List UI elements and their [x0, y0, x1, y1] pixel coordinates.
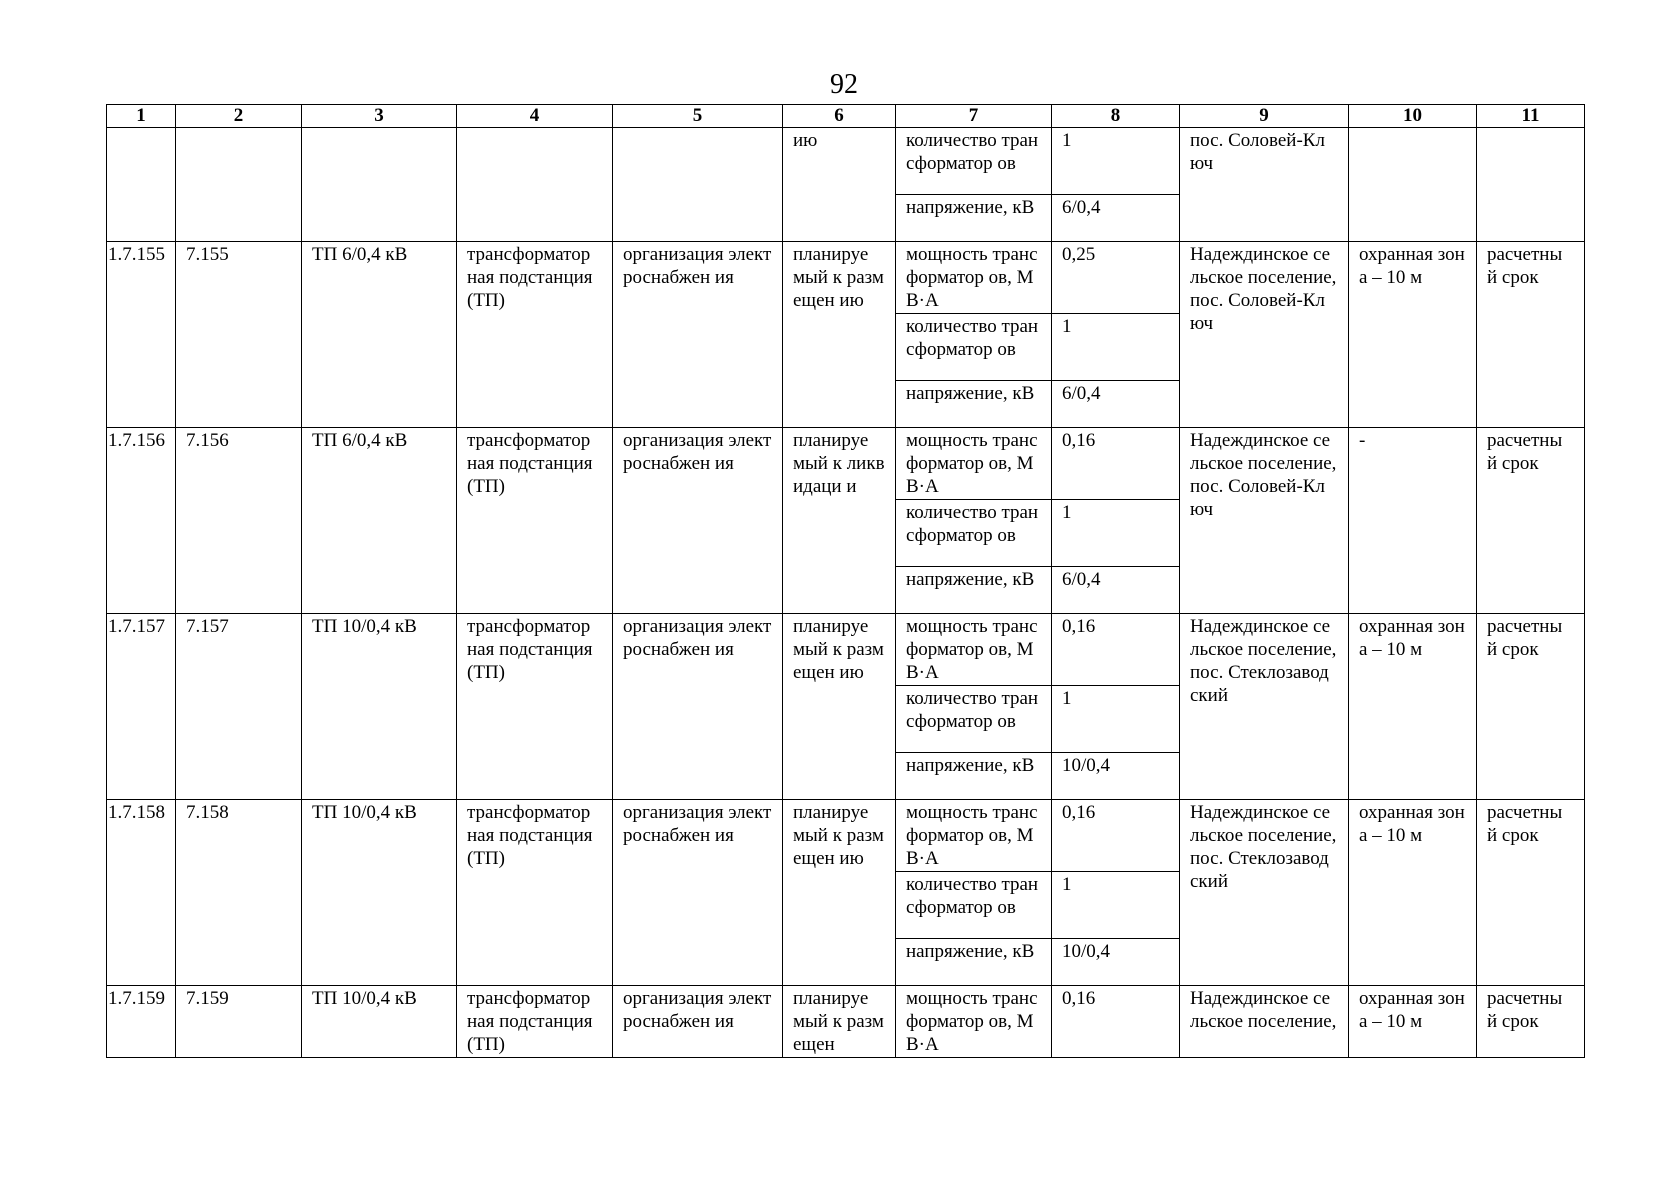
column-header: 3 — [302, 105, 457, 128]
location-cell: пос. Соловей-Ключ — [1180, 128, 1349, 242]
column-header: 10 — [1349, 105, 1477, 128]
object-purpose: организация электроснабжен ия — [613, 614, 783, 800]
param-value: 1 — [1052, 128, 1180, 195]
param-name: мощность трансформатор ов, МВ·А — [896, 428, 1052, 500]
param-name: мощность трансформатор ов, МВ·А — [896, 800, 1052, 872]
column-header: 8 — [1052, 105, 1180, 128]
status-cell: ию — [783, 128, 896, 242]
table-row — [107, 800, 1585, 872]
zone-cell: - — [1349, 428, 1477, 614]
param-value: 10/0,4 — [1052, 939, 1180, 986]
param-value: 0,16 — [1052, 428, 1180, 500]
row-code: 7.157 — [176, 614, 302, 800]
facilities-table — [106, 104, 1585, 1058]
term-cell: расчетны й срок — [1477, 428, 1585, 614]
param-value: 1 — [1052, 872, 1180, 939]
param-name: мощность трансформатор ов, МВ·А — [896, 242, 1052, 314]
row-number: 1.7.157 — [107, 614, 176, 800]
object-type: трансформатор ная подстанция (ТП) — [457, 242, 613, 428]
object-type: трансформатор ная подстанция (ТП) — [457, 614, 613, 800]
row-code: 7.155 — [176, 242, 302, 428]
row-code: 7.158 — [176, 800, 302, 986]
param-name: напряжение, кВ — [896, 381, 1052, 428]
header-row — [107, 105, 1585, 128]
table-row — [107, 242, 1585, 314]
param-value: 10/0,4 — [1052, 753, 1180, 800]
object-type: трансформатор ная подстанция (ТП) — [457, 428, 613, 614]
column-header: 2 — [176, 105, 302, 128]
object-status: планируе мый к размещен ию — [783, 800, 896, 986]
table-row — [107, 428, 1585, 500]
object-name: ТП 10/0,4 кВ — [302, 986, 457, 1058]
object-name: ТП 6/0,4 кВ — [302, 242, 457, 428]
column-header: 7 — [896, 105, 1052, 128]
row-number: 1.7.158 — [107, 800, 176, 986]
location-cell: Надеждинское сельское поселение, пос. Соловей-Ключ — [1180, 428, 1349, 614]
param-name: мощность трансформатор ов, МВ·А — [896, 614, 1052, 686]
param-name: количество трансформатор ов — [896, 872, 1052, 939]
location-cell: Надеждинское сельское поселение, пос. Соловей-Ключ — [1180, 242, 1349, 428]
table-row — [107, 986, 1585, 1058]
param-value: 0,16 — [1052, 800, 1180, 872]
column-header: 5 — [613, 105, 783, 128]
term-cell: расчетны й срок — [1477, 614, 1585, 800]
location-cell: Надеждинское сельское поселение, пос. Стеклозавод ский — [1180, 614, 1349, 800]
param-value: 6/0,4 — [1052, 195, 1180, 242]
object-status: планируе мый к размещен ию — [783, 242, 896, 428]
object-type: трансформатор ная подстанция (ТП) — [457, 800, 613, 986]
object-purpose: организация электроснабжен ия — [613, 428, 783, 614]
zone-cell: охранная зона – 10 м — [1349, 986, 1477, 1058]
row-code: 7.156 — [176, 428, 302, 614]
param-value: 6/0,4 — [1052, 567, 1180, 614]
param-value: 6/0,4 — [1052, 381, 1180, 428]
column-header: 1 — [107, 105, 176, 128]
column-header: 11 — [1477, 105, 1585, 128]
param-value: 0,16 — [1052, 614, 1180, 686]
param-name: напряжение, кВ — [896, 567, 1052, 614]
row-number: 1.7.155 — [107, 242, 176, 428]
param-name: напряжение, кВ — [896, 939, 1052, 986]
object-purpose: организация электроснабжен ия — [613, 986, 783, 1058]
object-status: планируе мый к ликвидаци и — [783, 428, 896, 614]
row-code: 7.159 — [176, 986, 302, 1058]
param-name: напряжение, кВ — [896, 195, 1052, 242]
term-cell: расчетны й срок — [1477, 242, 1585, 428]
term-cell: расчетны й срок — [1477, 986, 1585, 1058]
object-name: ТП 10/0,4 кВ — [302, 614, 457, 800]
param-name: количество трансформатор ов — [896, 686, 1052, 753]
param-name: мощность трансформатор ов, МВ·А — [896, 986, 1052, 1058]
row-number: 1.7.156 — [107, 428, 176, 614]
param-name: напряжение, кВ — [896, 753, 1052, 800]
object-purpose: организация электроснабжен ия — [613, 800, 783, 986]
object-status: планируе мый к размещен — [783, 986, 896, 1058]
param-name: количество трансформатор ов — [896, 314, 1052, 381]
param-value: 1 — [1052, 500, 1180, 567]
page-number: 92 — [830, 69, 858, 100]
location-cell: Надеждинское сельское поселение, пос. Стеклозавод ский — [1180, 800, 1349, 986]
location-cell: Надеждинское сельское поселение, — [1180, 986, 1349, 1058]
zone-cell: охранная зона – 10 м — [1349, 242, 1477, 428]
zone-cell: охранная зона – 10 м — [1349, 800, 1477, 986]
param-value: 0,16 — [1052, 986, 1180, 1058]
row-number: 1.7.159 — [107, 986, 176, 1058]
object-type: трансформатор ная подстанция (ТП) — [457, 986, 613, 1058]
object-name: ТП 6/0,4 кВ — [302, 428, 457, 614]
param-name: количество трансформатор ов — [896, 128, 1052, 195]
table-row — [107, 614, 1585, 686]
param-name: количество трансформатор ов — [896, 500, 1052, 567]
zone-cell: охранная зона – 10 м — [1349, 614, 1477, 800]
table-row — [107, 128, 1585, 195]
column-header: 4 — [457, 105, 613, 128]
param-value: 0,25 — [1052, 242, 1180, 314]
param-value: 1 — [1052, 314, 1180, 381]
object-name: ТП 10/0,4 кВ — [302, 800, 457, 986]
column-header: 9 — [1180, 105, 1349, 128]
term-cell: расчетны й срок — [1477, 800, 1585, 986]
object-purpose: организация электроснабжен ия — [613, 242, 783, 428]
column-header: 6 — [783, 105, 896, 128]
object-status: планируе мый к размещен ию — [783, 614, 896, 800]
param-value: 1 — [1052, 686, 1180, 753]
